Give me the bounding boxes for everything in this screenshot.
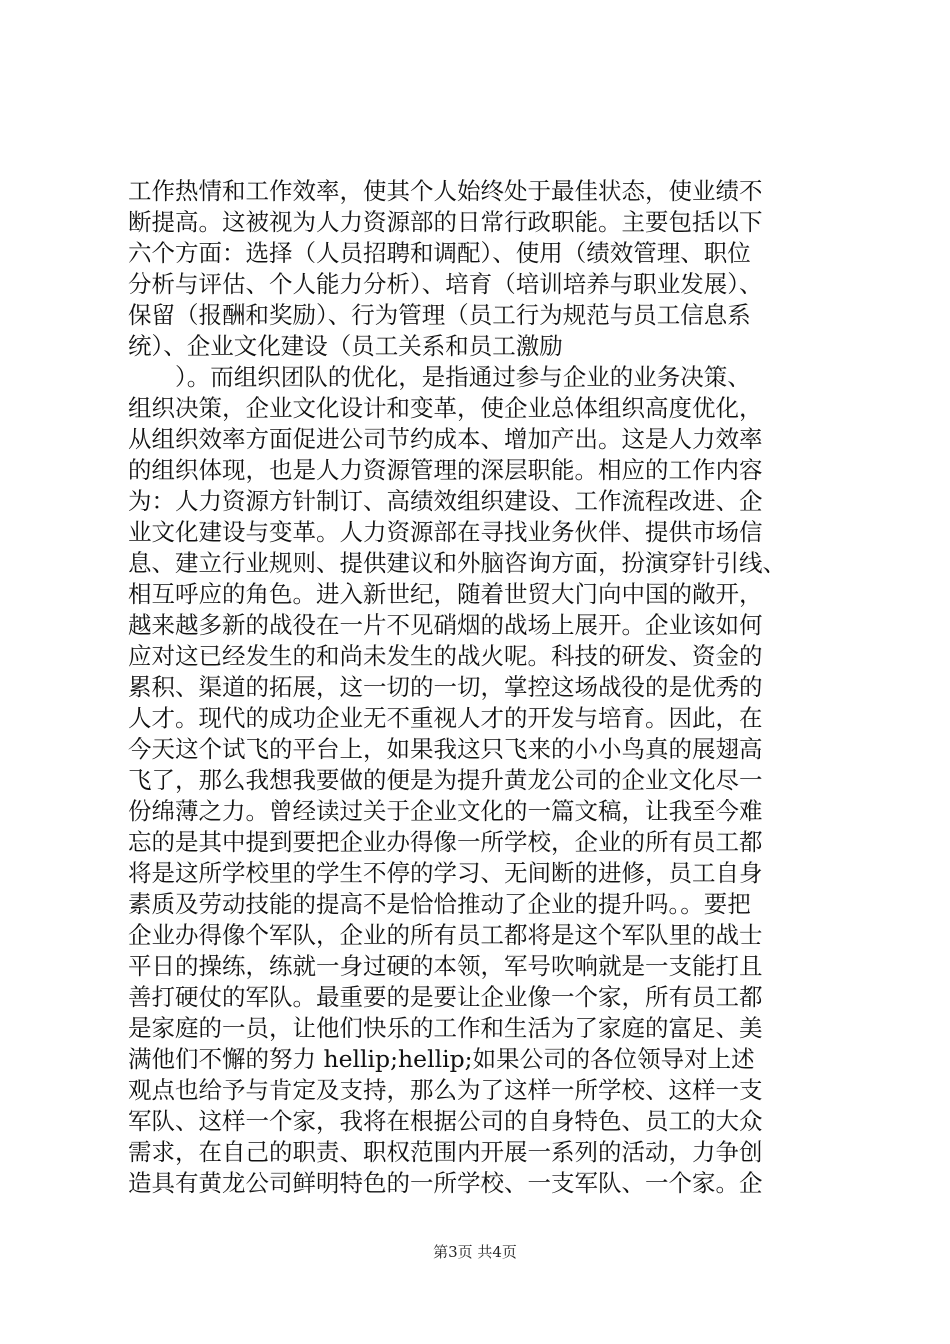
text-line: 造具有黄龙公司鲜明特色的一所学校、一支军队、一个家。企 [128,1169,763,1197]
text-line: ）。而组织团队的优化，是指通过参与企业的业务决策、 [175,363,751,391]
text-line: 业文化建设与变革。人力资源部在寻找业务伙伴、提供市场信 [128,518,763,546]
text-line: 越来越多新的战役在一片不见硝烟的战场上展开。企业该如何 [128,611,763,639]
text-line: 息、建立行业规则、提供建议和外脑咨询方面，扮演穿针引线、 [128,549,786,577]
text-line: 应对这已经发生的和尚未发生的战火呢。科技的研发、资金的 [128,642,763,670]
text-line: 保留（报酬和奖励）、行为管理（员工行为规范与员工信息系 [128,301,751,329]
text-line: 素质及劳动技能的提高不是恰恰推动了企业的提升吗。。要把 [128,890,751,918]
page-footer [0,1242,950,1262]
text-line: 满他们不懈的努力 hellip;hellip;如果公司的各位领导对上述 [128,1045,755,1073]
text-line: 是家庭的一员，让他们快乐的工作和生活为了家庭的富足、美 [128,1014,763,1042]
text-line: 六个方面：选择（人员招聘和调配）、使用（绩效管理、职位 [128,239,751,267]
text-line: 忘的是其中提到要把企业办得像一所学校，企业的所有员工都 [128,828,763,856]
text-line: 飞了，那么我想我要做的便是为提升黄龙公司的企业文化尽一 [128,766,763,794]
body-text [128,176,828,1199]
text-line: 组织决策，企业文化设计和变革，使企业总体组织高度优化， [128,394,763,422]
text-line: 军队、这样一个家，我将在根据公司的自身特色、员工的大众 [128,1107,763,1135]
text-line: 分析与评估、个人能力分析）、培育（培训培养与职业发展）、 [128,270,763,298]
text-line: 人才。现代的成功企业无不重视人才的开发与培育。因此，在 [128,704,763,732]
text-line: 企业办得像个军队，企业的所有员工都将是这个军队里的战士 [128,921,763,949]
text-line: 观点也给予与肯定及支持，那么为了这样一所学校、这样一支 [128,1076,763,1104]
text-line: 相互呼应的角色。进入新世纪，随着世贸大门向中国的敞开， [128,580,763,608]
text-line: 的组织体现，也是人力资源管理的深层职能。相应的工作内容 [128,456,763,484]
text-line: 份绵薄之力。曾经读过关于企业文化的一篇文稿，让我至今难 [128,797,763,825]
text-line: 累积、渠道的拓展，这一切的一切，掌控这场战役的是优秀的 [128,673,763,701]
text-line: 善打硬仗的军队。最重要的是要让企业像一个家，所有员工都 [128,983,763,1011]
text-line: 将是这所学校里的学生不停的学习、无间断的进修，员工自身 [128,859,763,887]
text-line: 为：人力资源方针制订、高绩效组织建设、工作流程改进、企 [128,487,763,515]
text-line: 断提高。这被视为人力资源部的日常行政职能。主要包括以下 [128,208,763,236]
page-number: 第3页 共4页 [433,1243,517,1261]
text-line: 统）、企业文化建设（员工关系和员工激励 [128,332,563,360]
text-line: 从组织效率方面促进公司节约成本、增加产出。这是人力效率 [128,425,763,453]
text-line: 需求，在自己的职责、职权范围内开展一系列的活动，力争创 [128,1138,763,1166]
text-line: 今天这个试飞的平台上，如果我这只飞来的小小鸟真的展翅高 [128,735,763,763]
text-line: 工作热情和工作效率，使其个人始终处于最佳状态，使业绩不 [128,177,763,205]
text-line: 平日的操练，练就一身过硬的本领，军号吹响就是一支能打且 [128,952,763,980]
